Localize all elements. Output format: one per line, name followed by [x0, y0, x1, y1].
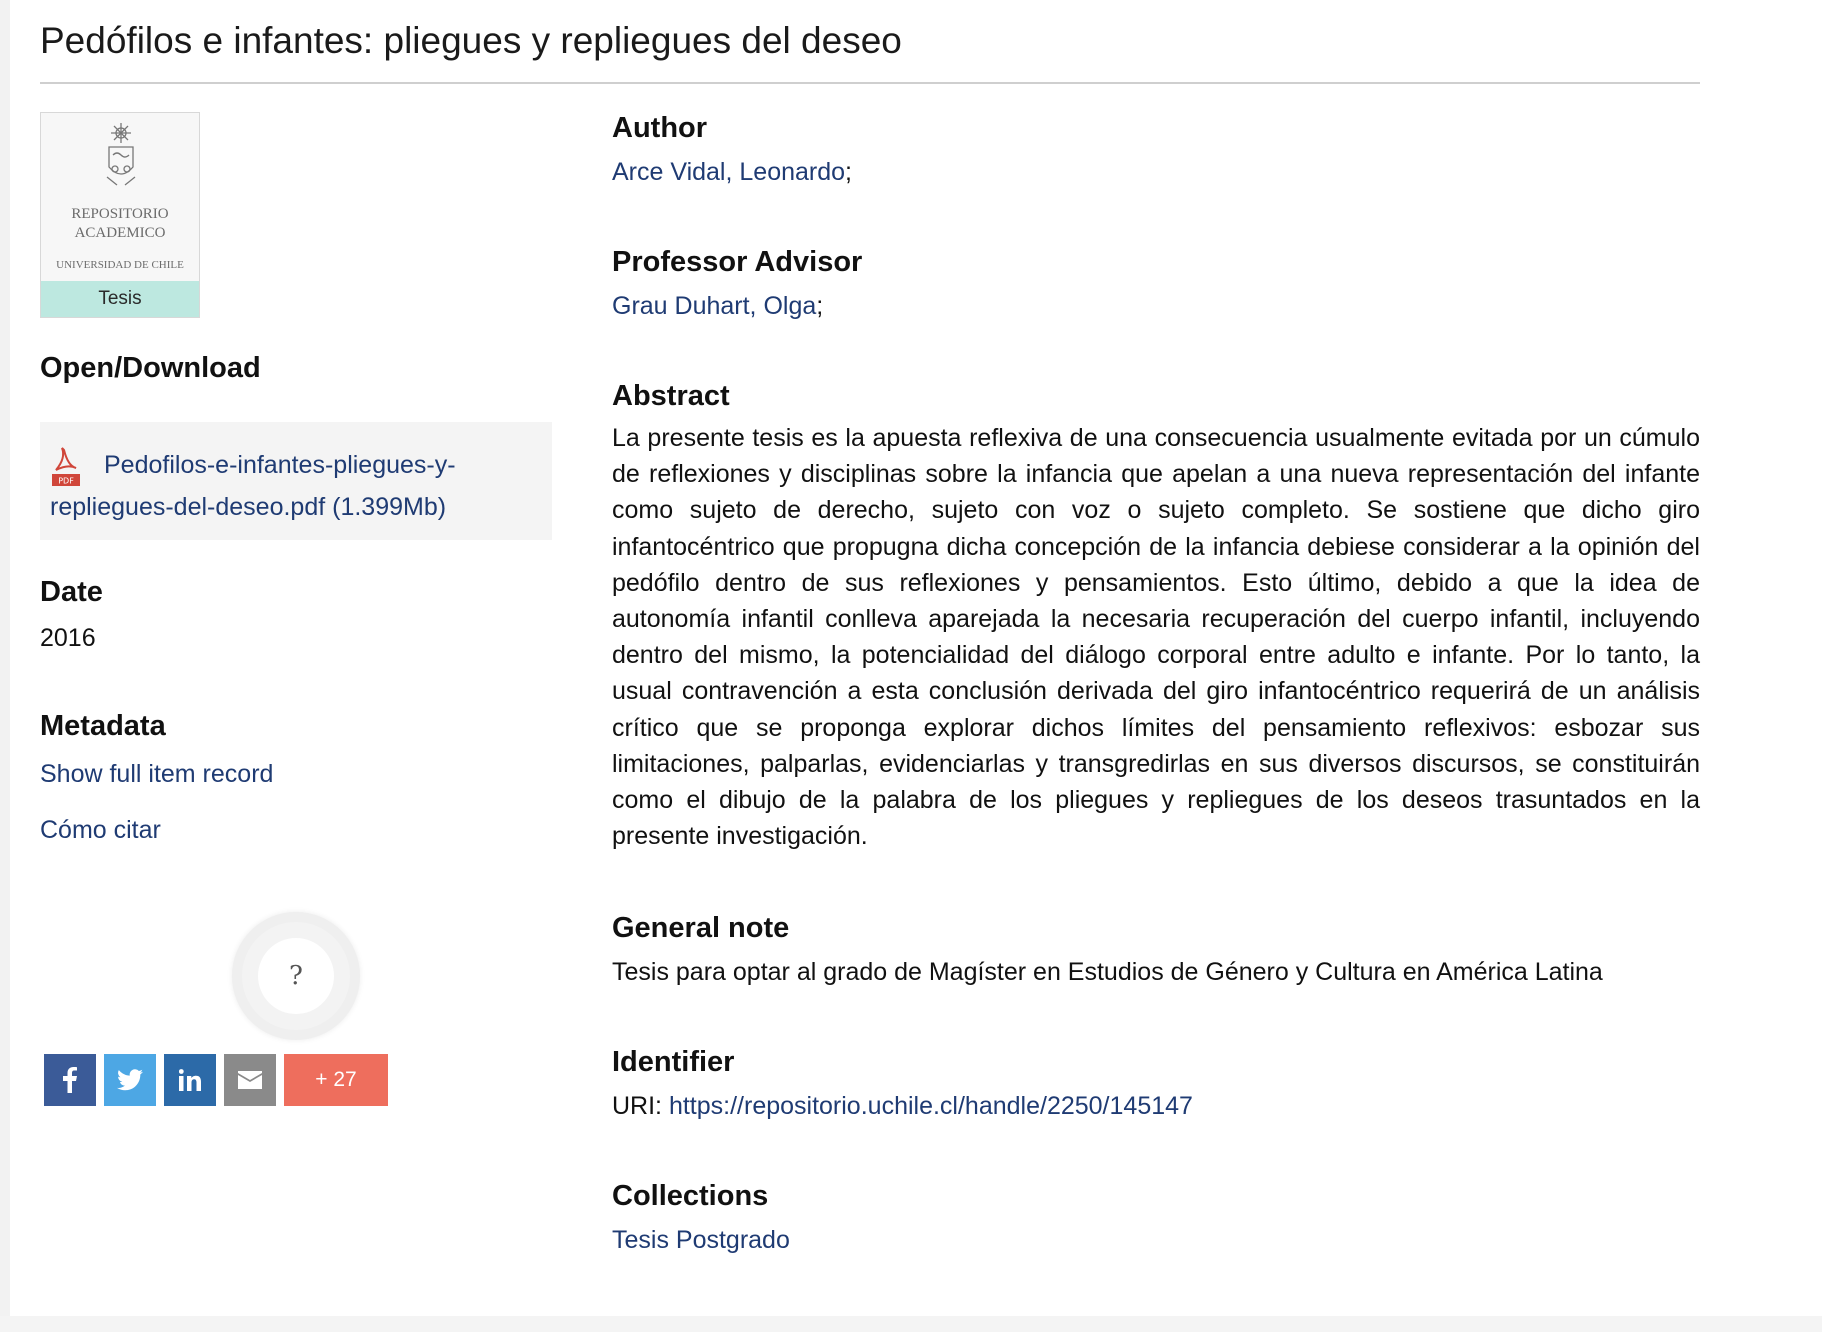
more-share-button[interactable]: + 27: [284, 1054, 388, 1106]
identifier-heading: Identifier: [612, 1046, 735, 1078]
advisor-link[interactable]: Grau Duhart, Olga: [612, 292, 817, 320]
advisor-heading: Professor Advisor: [612, 246, 863, 278]
linkedin-icon: [179, 1069, 201, 1091]
pdf-file-icon: [50, 444, 82, 488]
item-thumbnail[interactable]: [40, 112, 200, 318]
handle-uri-link[interactable]: https://repositorio.uchile.cl/handle/2250/145147: [668, 1092, 1193, 1120]
logo-line-1: REPOSITORIO: [71, 206, 169, 222]
item-type-label: Tesis: [41, 281, 199, 317]
author-separator: ;: [845, 158, 852, 186]
university-seal-icon: [101, 121, 141, 191]
facebook-icon: [63, 1067, 77, 1093]
download-box: [40, 422, 552, 540]
metadata-heading: Metadata: [40, 710, 166, 742]
collection-link[interactable]: Tesis Postgrado: [612, 1226, 790, 1254]
email-share-button[interactable]: [224, 1054, 276, 1106]
altmetric-badge[interactable]: [232, 912, 360, 1040]
linkedin-share-button[interactable]: [164, 1054, 216, 1106]
date-heading: Date: [40, 576, 103, 608]
altmetric-score: ?: [258, 938, 334, 1014]
facebook-share-button[interactable]: [44, 1054, 96, 1106]
page-left-edge: [0, 0, 10, 1332]
page-bottom-band: [0, 1316, 1822, 1332]
pdf-icon-label: PDF: [58, 476, 74, 486]
twitter-share-button[interactable]: [104, 1054, 156, 1106]
general-note-text: Tesis para optar al grado de Magíster en Estudios de Género y Cultura en América Latina: [612, 958, 1603, 986]
title-divider: [40, 82, 1700, 84]
identifier-entry: [612, 1092, 1193, 1121]
university-name: UNIVERSIDAD DE CHILE: [56, 259, 184, 271]
share-bar: [44, 1054, 388, 1106]
logo-line-2: ACADEMICO: [74, 225, 166, 241]
general-note-heading: General note: [612, 912, 790, 944]
page-title: Pedófilos e infantes: pliegues y repliegues del deseo: [40, 20, 902, 61]
author-link[interactable]: Arce Vidal, Leonardo: [612, 158, 846, 186]
uri-prefix: URI:: [612, 1092, 669, 1120]
pdf-download-link[interactable]: Pedofilos-e-infantes-pliegues-y-repliegues-del-deseo.pdf (1.399Mb): [50, 451, 456, 521]
collections-heading: Collections: [612, 1180, 769, 1212]
author-heading: Author: [612, 112, 708, 144]
show-full-record-link[interactable]: Show full item record: [40, 760, 274, 788]
envelope-icon: [238, 1071, 262, 1089]
advisor-separator: ;: [816, 292, 824, 320]
open-download-heading: Open/Download: [40, 352, 261, 384]
date-value: 2016: [40, 624, 96, 652]
advisor-entry: [612, 292, 823, 321]
twitter-icon: [117, 1069, 143, 1091]
author-entry: [612, 158, 852, 187]
abstract-heading: Abstract: [612, 380, 730, 412]
how-to-cite-link[interactable]: Cómo citar: [40, 816, 161, 844]
repository-logo-text: [41, 205, 199, 243]
abstract-text: La presente tesis es la apuesta reflexiva de una consecuencia usualmente evitada por un cúmulo de reflexiones y disciplinas sobre la infancia que apelan a una nueva representación del infante como sujeto de derecho, sujeto con voz o sujeto completo. Se sostiene que dicho giro infantocéntrico que propugna dicha concepción de la infancia debiese considerar a la opinión del pedófilo dentro de sus reflexiones y pensamientos. Esto último, debido a que la idea de autonomía infantil conlleva aparejada la necesaria recuperación del cuerpo infantil, incluyendo dentro del mismo, la potencialidad del diálogo corporal entre adulto e infante. Por lo tanto, la usual contravención a esta conclusión derivada del giro infantocéntrico requerirá de un análisis crítico que se proponga explorar dichos límites del pensamiento reflexivos: esbozar sus limitaciones, palparlas, evidenciarlas y transgredirlas en sus diversos discursos, se constituirán como el dibujo de la palabra de los pliegues y repliegues de los deseos trasuntados en la presente investigación.: [612, 424, 1700, 851]
